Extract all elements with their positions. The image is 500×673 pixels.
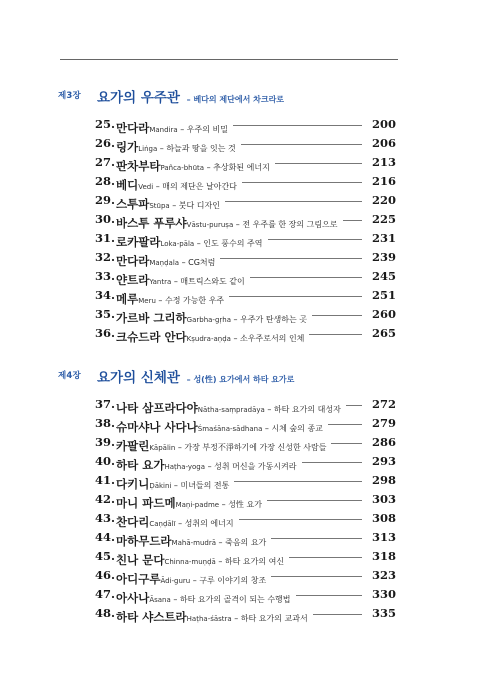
- entry-number: 30.: [95, 212, 116, 226]
- toc-entry[interactable]: [95, 192, 396, 209]
- entry-description: – 매의 제단은 날아간다: [153, 182, 237, 191]
- entry-leader-line: [268, 239, 362, 240]
- chapter-number: 제3장: [58, 91, 81, 101]
- entry-title: 슈마샤나 사다나: [116, 420, 198, 434]
- entry-leader-line: [312, 315, 362, 316]
- entry-text: [116, 435, 326, 454]
- entry-page-number: 239: [371, 250, 396, 264]
- entry-number: 42.: [95, 492, 116, 506]
- toc-entry[interactable]: [95, 230, 396, 247]
- entry-number: 27.: [95, 155, 116, 169]
- entry-number: 28.: [95, 174, 116, 188]
- entry-page-number: 216: [371, 174, 396, 188]
- entry-description: – 성性 요가: [219, 500, 262, 509]
- entry-romanization: Caṇḍālī: [149, 520, 176, 528]
- entry-page-number: 286: [371, 435, 396, 449]
- entry-text: [116, 250, 215, 269]
- entry-page-number: 323: [371, 568, 396, 582]
- entry-description: – 성취 머신을 가동시켜라: [205, 462, 297, 471]
- entry-page-number: 200: [371, 117, 396, 131]
- entry-page-number: 279: [371, 416, 396, 430]
- chapter-heading: [0, 366, 500, 386]
- entry-leader-line: [328, 424, 362, 425]
- entry-number: 29.: [95, 193, 116, 207]
- entry-leader-line: [309, 334, 362, 335]
- entry-title: 하타 요가: [116, 458, 165, 472]
- entry-text: [116, 549, 284, 568]
- entry-title: 가르바 그리하: [116, 311, 187, 325]
- entry-leader-line: [296, 595, 362, 596]
- entry-number: 32.: [95, 250, 116, 264]
- entry-text: [116, 307, 307, 326]
- entry-leader-line: [250, 277, 362, 278]
- entry-description: – 죽음의 요가: [216, 538, 267, 547]
- toc-entry[interactable]: [95, 605, 396, 622]
- entry-title: 베디: [116, 178, 139, 192]
- entry-leader-line: [331, 443, 362, 444]
- entry-number: 38.: [95, 416, 116, 430]
- entry-text: [116, 606, 308, 625]
- entry-number: 40.: [95, 454, 116, 468]
- entry-number: 43.: [95, 511, 116, 525]
- entry-leader-line: [239, 519, 362, 520]
- entry-leader-line: [275, 163, 362, 164]
- entry-leader-line: [225, 201, 362, 202]
- entry-leader-line: [234, 481, 362, 482]
- entry-text: [116, 193, 220, 212]
- toc-entry[interactable]: [95, 325, 396, 342]
- entry-text: [116, 117, 228, 136]
- entry-text: [116, 155, 270, 174]
- entry-title: 바스투 푸루샤: [116, 216, 187, 230]
- entry-number: 48.: [95, 606, 116, 620]
- entry-page-number: 231: [371, 231, 396, 245]
- chapter-number: 제4장: [58, 371, 81, 381]
- entry-number: 35.: [95, 307, 116, 321]
- toc-entry[interactable]: [95, 135, 396, 152]
- entry-romanization: Āsana: [149, 596, 171, 604]
- entry-title: 다키니: [116, 477, 150, 491]
- toc-entry[interactable]: [95, 287, 396, 304]
- entry-page-number: 303: [371, 492, 396, 506]
- entry-description: – 매트릭스와도 같이: [171, 277, 245, 286]
- entry-page-number: 335: [371, 606, 396, 620]
- entry-romanization: Pañca-bhūta: [160, 164, 205, 172]
- entry-description: – 소우주로서의 인체: [230, 334, 305, 343]
- entry-page-number: 251: [371, 288, 396, 302]
- entry-title: 메루: [116, 292, 139, 306]
- toc-entry[interactable]: [95, 173, 396, 190]
- entry-description: – 우주의 비밀: [177, 125, 228, 134]
- entry-title: 아디구루: [116, 572, 161, 586]
- entry-number: 45.: [95, 549, 116, 563]
- entry-title: 마하무드라: [116, 534, 172, 548]
- entry-title: 만다라: [116, 254, 150, 268]
- entry-page-number: 298: [371, 473, 396, 487]
- entry-page-number: 206: [371, 136, 396, 150]
- toc-entry[interactable]: [95, 434, 396, 451]
- chapter-title: 요가의 신체관: [97, 370, 180, 386]
- entry-romanization: Maṇḍala: [149, 259, 180, 267]
- entry-leader-line: [271, 576, 362, 577]
- entry-number: 34.: [95, 288, 116, 302]
- toc-entry[interactable]: [95, 586, 396, 603]
- toc-entry[interactable]: [95, 472, 396, 489]
- entry-leader-line: [267, 500, 362, 501]
- entry-title: 링가: [116, 140, 139, 154]
- entry-number: 31.: [95, 231, 116, 245]
- entry-romanization: Ādi-guru: [160, 577, 191, 585]
- entry-text: [116, 530, 266, 549]
- entry-romanization: Garbha-gṛha: [186, 316, 232, 324]
- entry-title: 얀트라: [116, 273, 150, 287]
- entry-description: – 붓다 디자인: [169, 201, 220, 210]
- entry-text: [116, 587, 291, 606]
- chapter-subtitle: – 성(性) 요가에서 하타 요가로: [186, 375, 295, 384]
- entry-description: – 미녀들의 전통: [171, 481, 230, 490]
- entry-page-number: 225: [371, 212, 396, 226]
- entry-leader-line: [343, 220, 362, 221]
- entry-text: [116, 326, 304, 345]
- entry-page-number: 213: [371, 155, 396, 169]
- entry-romanization: Meru: [138, 297, 156, 305]
- entry-romanization: Nātha-saṃpradāya: [197, 406, 265, 414]
- entry-leader-line: [241, 144, 362, 145]
- entry-romanization: Ḍākini: [149, 482, 172, 490]
- entry-leader-line: [289, 557, 362, 558]
- entry-leader-line: [229, 296, 362, 297]
- entry-description: – 우주가 탄생하는 곳: [231, 315, 308, 324]
- entry-romanization: Maṇi-padme: [175, 501, 220, 509]
- entry-text: [116, 568, 266, 587]
- entry-romanization: Kṣudra-aṇḍa: [186, 335, 231, 343]
- entry-romanization: Vedi: [138, 183, 154, 191]
- entry-leader-line: [220, 258, 362, 259]
- toc-entry[interactable]: [95, 116, 396, 133]
- entry-page-number: 265: [371, 326, 396, 340]
- toc-entry[interactable]: [95, 510, 396, 527]
- entry-romanization: Mandira: [149, 126, 178, 134]
- entry-title: 판차부타: [116, 159, 161, 173]
- entry-leader-line: [346, 405, 362, 406]
- entry-description: – 전 우주를 한 장의 그림으로: [233, 220, 338, 229]
- entry-text: [116, 454, 297, 473]
- entry-title: 나타 삼프라다야: [116, 401, 198, 415]
- entry-text: [116, 136, 236, 155]
- entry-romanization: Loka-pāla: [160, 240, 195, 248]
- chapter-subtitle: – 베다의 제단에서 차크라로: [186, 95, 285, 104]
- entry-description: – 하타 요가의 대성자: [264, 405, 341, 414]
- toc-entry[interactable]: [95, 491, 396, 508]
- entry-number: 41.: [95, 473, 116, 487]
- entry-text: [116, 231, 263, 250]
- toc-entry[interactable]: [95, 567, 396, 584]
- entry-number: 25.: [95, 117, 116, 131]
- entry-romanization: Yantra: [149, 278, 172, 286]
- entry-description: – 성취의 에너지: [175, 519, 234, 528]
- entry-title: 찬다리: [116, 515, 150, 529]
- entry-title: 크슈드라 안다: [116, 330, 187, 344]
- entry-page-number: 313: [371, 530, 396, 544]
- chapter-title-line: [97, 86, 284, 106]
- entry-title: 마니 파드메: [116, 496, 176, 510]
- chapter-heading: [0, 86, 500, 106]
- entry-leader-line: [313, 614, 362, 615]
- entry-page-number: 330: [371, 587, 396, 601]
- entry-number: 39.: [95, 435, 116, 449]
- entry-romanization: Liṅga: [138, 145, 158, 153]
- entry-number: 46.: [95, 568, 116, 582]
- entry-page-number: 260: [371, 307, 396, 321]
- toc-entry[interactable]: [95, 211, 396, 228]
- toc-entry[interactable]: [95, 529, 396, 546]
- entry-description: – 시체 숲의 종교: [262, 424, 323, 433]
- top-divider: [60, 59, 398, 60]
- entry-romanization: Śmaśāna-sādhana: [197, 425, 263, 433]
- entry-title: 친나 문다: [116, 553, 165, 567]
- entry-description: – CG처럼: [179, 258, 216, 267]
- entry-number: 26.: [95, 136, 116, 150]
- toc-entry[interactable]: [95, 249, 396, 266]
- entry-description: – 구루 이야기의 창조: [190, 576, 267, 585]
- entry-page-number: 308: [371, 511, 396, 525]
- entry-romanization: Kāpālin: [149, 444, 176, 452]
- entry-description: – 하타 요가의 여신: [215, 557, 285, 566]
- entry-title: 만다라: [116, 121, 150, 135]
- entry-number: 37.: [95, 397, 116, 411]
- entry-number: 33.: [95, 269, 116, 283]
- entry-title: 스투파: [116, 197, 150, 211]
- toc-entry[interactable]: [95, 548, 396, 565]
- entry-text: [116, 416, 323, 435]
- entry-description: – 하타 요가의 골격이 되는 수행법: [170, 595, 291, 604]
- entry-page-number: 293: [371, 454, 396, 468]
- entry-description: – 인도 풍수의 주역: [194, 239, 263, 248]
- entry-text: [116, 473, 229, 492]
- toc-entry[interactable]: [95, 306, 396, 323]
- toc-entry[interactable]: [95, 415, 396, 432]
- entry-text: [116, 397, 341, 416]
- entry-page-number: 220: [371, 193, 396, 207]
- entry-text: [116, 269, 245, 288]
- entry-leader-line: [302, 462, 362, 463]
- entry-romanization: Chinna-muṇḍā: [164, 558, 216, 566]
- entry-number: 36.: [95, 326, 116, 340]
- entry-title: 로카팔라: [116, 235, 161, 249]
- entry-page-number: 272: [371, 397, 396, 411]
- entry-text: [116, 511, 234, 530]
- entry-description: – 하늘과 땅을 잇는 것: [157, 144, 236, 153]
- entry-romanization: Vāstu-puruṣa: [186, 221, 234, 229]
- toc-entry[interactable]: [95, 453, 396, 470]
- toc-entry[interactable]: [95, 154, 396, 171]
- entry-description: – 수정 가능한 우주: [155, 296, 225, 305]
- entry-description: – 추상화된 에너지: [204, 163, 270, 172]
- toc-entry[interactable]: [95, 268, 396, 285]
- entry-romanization: Stūpa: [149, 202, 170, 210]
- entry-romanization: Haṭha-śāstra: [186, 615, 232, 623]
- chapter-title: 요가의 우주관: [97, 90, 180, 106]
- entry-leader-line: [271, 538, 362, 539]
- entry-leader-line: [233, 125, 362, 126]
- toc-entry[interactable]: [95, 396, 396, 413]
- chapter-title-line: [97, 366, 294, 386]
- entry-text: [116, 492, 262, 511]
- entry-description: – 하타 요가의 교과서: [231, 614, 308, 623]
- entry-romanization: Mahā-mudrā: [171, 539, 216, 547]
- entry-leader-line: [242, 182, 362, 183]
- entry-text: [116, 174, 237, 193]
- entry-page-number: 245: [371, 269, 396, 283]
- entry-romanization: Haṭha-yoga: [164, 463, 206, 471]
- entry-description: – 가장 부정不淨하기에 가장 신성한 사람들: [175, 443, 327, 452]
- entry-number: 44.: [95, 530, 116, 544]
- entry-text: [116, 288, 224, 307]
- entry-title: 카팔린: [116, 439, 150, 453]
- entry-page-number: 318: [371, 549, 396, 563]
- entry-title: 하타 샤스트라: [116, 610, 187, 624]
- entry-text: [116, 212, 338, 231]
- entry-title: 아사나: [116, 591, 150, 605]
- entry-number: 47.: [95, 587, 116, 601]
